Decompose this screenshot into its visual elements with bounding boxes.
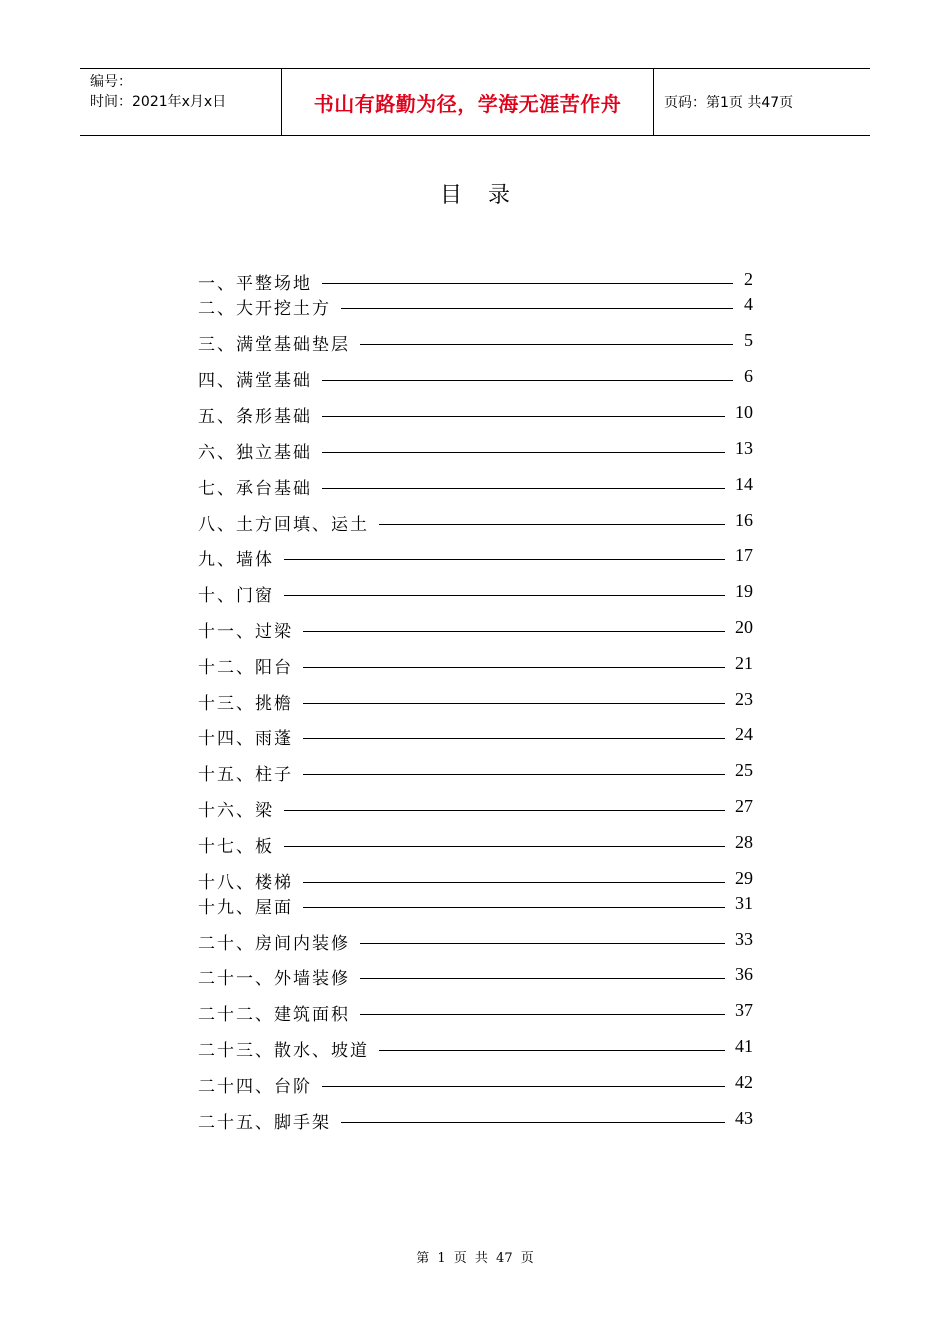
- toc-entry-page: 24: [735, 724, 753, 744]
- toc-entry[interactable]: [198, 474, 753, 498]
- toc-entry-page: 4: [744, 294, 753, 314]
- header-meta: [80, 69, 281, 135]
- toc-entry[interactable]: [198, 1036, 753, 1060]
- toc-entry-label: 十五、柱子: [198, 765, 293, 785]
- toc-entry[interactable]: [198, 545, 753, 569]
- toc-entry-label: 二十五、脚手架: [198, 1113, 331, 1133]
- toc-leader-line: [322, 488, 725, 489]
- toc-entry[interactable]: [198, 1108, 753, 1132]
- toc-entry-page: 23: [735, 689, 753, 709]
- toc-leader-line: [341, 308, 733, 309]
- toc-entry[interactable]: [198, 1000, 753, 1024]
- toc-entry[interactable]: [198, 832, 753, 856]
- toc-leader-line: [284, 595, 725, 596]
- toc-entry-label: 十二、阳台: [198, 658, 293, 678]
- toc-entry[interactable]: [198, 617, 753, 641]
- toc-entry-label: 九、墙体: [198, 550, 274, 570]
- toc-entry[interactable]: [198, 964, 753, 988]
- toc-entry[interactable]: [198, 929, 753, 953]
- toc-leader-line: [322, 1086, 725, 1087]
- toc-entry-page: 37: [735, 1000, 753, 1020]
- number-label: 编号：: [90, 74, 132, 90]
- toc-entry[interactable]: [198, 330, 753, 354]
- toc-entry-page: 31: [735, 893, 753, 913]
- toc-entry-label: 十三、挑檐: [198, 694, 293, 714]
- toc-entry[interactable]: [198, 796, 753, 820]
- toc-leader-line: [303, 738, 725, 739]
- toc-entry-page: 25: [735, 760, 753, 780]
- toc-entry[interactable]: [198, 366, 753, 390]
- toc-entry-page: 41: [735, 1036, 753, 1056]
- toc-entry-label: 十一、过梁: [198, 622, 293, 642]
- toc-entry-label: 十四、雨蓬: [198, 729, 293, 749]
- toc-entry-label: 三、满堂基础垫层: [198, 335, 350, 355]
- toc-entry-page: 29: [735, 868, 753, 888]
- toc-entry-page: 19: [735, 581, 753, 601]
- toc-entry-page: 42: [735, 1072, 753, 1092]
- header-motto-cell: [281, 69, 654, 135]
- toc-entry-page: 6: [744, 366, 753, 386]
- page-footer: 第 1 页 共 47 页: [416, 1251, 534, 1266]
- toc-leader-line: [284, 846, 725, 847]
- toc-entry-label: 二十三、散水、坡道: [198, 1041, 369, 1061]
- toc-entry[interactable]: [198, 402, 753, 426]
- toc-entry[interactable]: [198, 868, 753, 892]
- header-page-info-cell: [654, 69, 870, 135]
- toc-entry-label: 八、土方回填、运土: [198, 515, 369, 535]
- toc-entry-page: 43: [735, 1108, 753, 1128]
- toc-leader-line: [303, 631, 725, 632]
- toc-entry-label: 一、平整场地: [198, 274, 312, 294]
- toc-leader-line: [303, 774, 725, 775]
- toc-leader-line: [379, 1050, 725, 1051]
- toc-entry-label: 十、门窗: [198, 586, 274, 606]
- toc-entry-label: 五、条形基础: [198, 407, 312, 427]
- toc-entry[interactable]: [198, 438, 753, 462]
- toc-entry-page: 2: [744, 269, 753, 289]
- toc-entry[interactable]: [198, 653, 753, 677]
- toc-entry[interactable]: [198, 1072, 753, 1096]
- toc-leader-line: [341, 1122, 725, 1123]
- toc-entry-page: 20: [735, 617, 753, 637]
- document-header: [80, 68, 870, 136]
- header-page-info: 页码：第1页 共47页: [664, 95, 794, 111]
- toc-entry[interactable]: [198, 294, 753, 318]
- toc-entry-label: 二十二、建筑面积: [198, 1005, 350, 1025]
- toc-entry-label: 二十一、外墙装修: [198, 969, 350, 989]
- page-title: 目录: [439, 183, 536, 208]
- toc-entry[interactable]: [198, 689, 753, 713]
- toc-entry-label: 十六、梁: [198, 801, 274, 821]
- toc-leader-line: [322, 416, 725, 417]
- toc-entry-label: 十八、楼梯: [198, 873, 293, 893]
- toc-leader-line: [303, 882, 725, 883]
- toc-entry[interactable]: [198, 510, 753, 534]
- toc-entry-page: 36: [735, 964, 753, 984]
- toc-entry-label: 六、独立基础: [198, 443, 312, 463]
- toc-entry-page: 13: [735, 438, 753, 458]
- toc-entry-page: 17: [735, 545, 753, 565]
- toc-entry-label: 七、承台基础: [198, 479, 312, 499]
- toc-leader-line: [303, 667, 725, 668]
- time-label: 时间：2021年x月x日: [90, 94, 227, 110]
- toc-entry-page: 28: [735, 832, 753, 852]
- toc-leader-line: [360, 943, 725, 944]
- toc-entry-page: 5: [744, 330, 753, 350]
- toc-entry-label: 二十四、台阶: [198, 1077, 312, 1097]
- toc-leader-line: [303, 703, 725, 704]
- toc-entry-page: 21: [735, 653, 753, 673]
- toc-entry-label: 二十、房间内装修: [198, 934, 350, 954]
- toc-leader-line: [379, 524, 725, 525]
- toc-entry-page: 27: [735, 796, 753, 816]
- toc-leader-line: [303, 907, 725, 908]
- toc-leader-line: [360, 344, 733, 345]
- toc-entry-label: 十九、屋面: [198, 898, 293, 918]
- toc-leader-line: [360, 978, 725, 979]
- toc-leader-line: [284, 810, 725, 811]
- toc-leader-line: [322, 283, 733, 284]
- toc-leader-line: [284, 559, 725, 560]
- toc-leader-line: [360, 1014, 725, 1015]
- toc-entry-page: 10: [735, 402, 753, 422]
- toc-entry-page: 16: [735, 510, 753, 530]
- toc-entry[interactable]: [198, 269, 753, 293]
- toc-entry[interactable]: [198, 893, 753, 917]
- toc-leader-line: [322, 452, 725, 453]
- header-motto: 书山有路勤为径，学海无涯苦作舟: [313, 91, 622, 116]
- toc-entry[interactable]: [198, 581, 753, 605]
- toc-entry[interactable]: [198, 760, 753, 784]
- toc-entry-label: 四、满堂基础: [198, 371, 312, 391]
- toc-leader-line: [322, 380, 733, 381]
- toc-entry-label: 二、大开挖土方: [198, 299, 331, 319]
- toc-entry[interactable]: [198, 724, 753, 748]
- toc-entry-page: 14: [735, 474, 753, 494]
- toc-entry-label: 十七、板: [198, 837, 274, 857]
- toc-entry-page: 33: [735, 929, 753, 949]
